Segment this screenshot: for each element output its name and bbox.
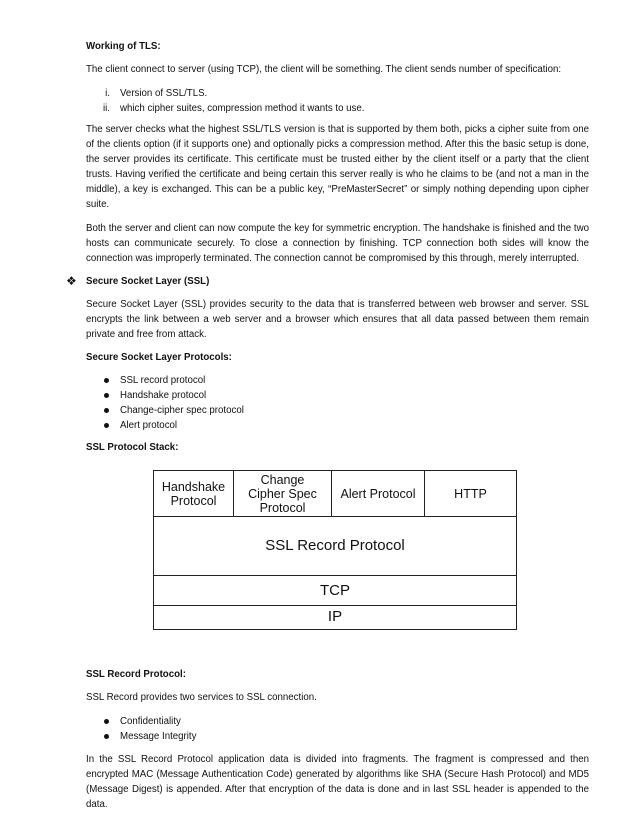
stack-tcp-row bbox=[154, 576, 516, 606]
ssl-heading-text: Secure Socket Layer (SSL) bbox=[86, 276, 210, 287]
stack-cell-tcp: TCP bbox=[320, 581, 350, 599]
record-intro: SSL Record provides two services to SSL connection. bbox=[86, 692, 317, 703]
diamond-bullet-icon: ❖ bbox=[66, 274, 77, 288]
list-item bbox=[86, 86, 589, 101]
list-item bbox=[86, 101, 589, 116]
stack-cell-http: HTTP bbox=[454, 486, 487, 501]
ssl-protocols-heading: Secure Socket Layer Protocols: bbox=[86, 352, 232, 363]
ssl-protocol-stack-diagram bbox=[153, 470, 517, 630]
stack-cell-ssl-record: SSL Record Protocol bbox=[265, 537, 405, 554]
ssl-stack-heading: SSL Protocol Stack: bbox=[86, 442, 179, 453]
stack-top-row bbox=[154, 471, 516, 517]
tls-paragraph-2: The server checks what the highest SSL/TLS version is that is supported by them both, picks a cipher suite from one of the clients option (if it supports one) and optionally picks a compression method. After this the basic setup is done, the server provides its certificate. This certificate must be trusted either by the client itself or a party that the client trusts. Having verified the certificate and being certain this server really is who he claims to be (and not a man in the middle), a key is exchanged. This can be a public key, “PreMasterSecret” or simply nothing depending upon cipher suite. bbox=[86, 124, 589, 210]
list-number: ii. bbox=[103, 103, 110, 114]
tls-spec-list bbox=[86, 86, 589, 116]
stack-cell-change-cipher: Change Cipher Spec Protocol bbox=[234, 471, 332, 516]
list-item: SSL record protocol bbox=[86, 373, 589, 388]
list-item: Confidentiality bbox=[86, 714, 589, 729]
tls-intro: The client connect to server (using TCP), the client will be something. The client sends number of specification: bbox=[86, 64, 562, 75]
tls-heading: Working of TLS: bbox=[86, 41, 161, 52]
list-item: Handshake protocol bbox=[86, 388, 589, 403]
document-page bbox=[66, 40, 589, 810]
list-text: Version of SSL/TLS. bbox=[120, 88, 208, 99]
record-paragraph: In the SSL Record Protocol application data is divided into fragments. The fragment is compressed and then encrypted MAC (Message Authentication Code) generated by algorithms like SHA (Secure Hash Protocol) and MD5 (Message Digest) is appended. After that encryption of the data is done and in last SSL header is appended to the data. bbox=[86, 754, 589, 810]
list-item: Alert protocol bbox=[86, 418, 589, 433]
stack-cell-ip: IP bbox=[327, 608, 343, 625]
stack-ip-row bbox=[154, 606, 516, 628]
stack-record-row bbox=[154, 517, 516, 576]
ssl-heading bbox=[66, 274, 589, 289]
tls-paragraph-3: Both the server and client can now compute the key for symmetric encryption. The handshake is finished and the two hosts can communicate securely. To close a connection by finishing. TCP connection both sides will know the connection was improperly terminated. The connection cannot be compromised by this through, merely interrupted. bbox=[86, 223, 589, 264]
stack-cell-handshake: Handshake Protocol bbox=[154, 471, 234, 516]
stack-cell-alert: Alert Protocol bbox=[332, 471, 425, 516]
record-section bbox=[86, 668, 589, 821]
record-services-list bbox=[86, 714, 589, 744]
list-item: Change-cipher spec protocol bbox=[86, 403, 589, 418]
ssl-protocols-list bbox=[86, 373, 589, 433]
record-heading: SSL Record Protocol: bbox=[86, 669, 186, 680]
list-text: which cipher suites, compression method it wants to use. bbox=[120, 103, 365, 114]
list-item: Message Integrity bbox=[86, 729, 589, 744]
ssl-paragraph: Secure Socket Layer (SSL) provides security to the data that is transferred between web browser and server. SSL encrypts the link between a web server and a browser which ensures that all data passed between them remain private and free from attack. bbox=[86, 299, 589, 340]
list-number: i. bbox=[105, 88, 110, 99]
